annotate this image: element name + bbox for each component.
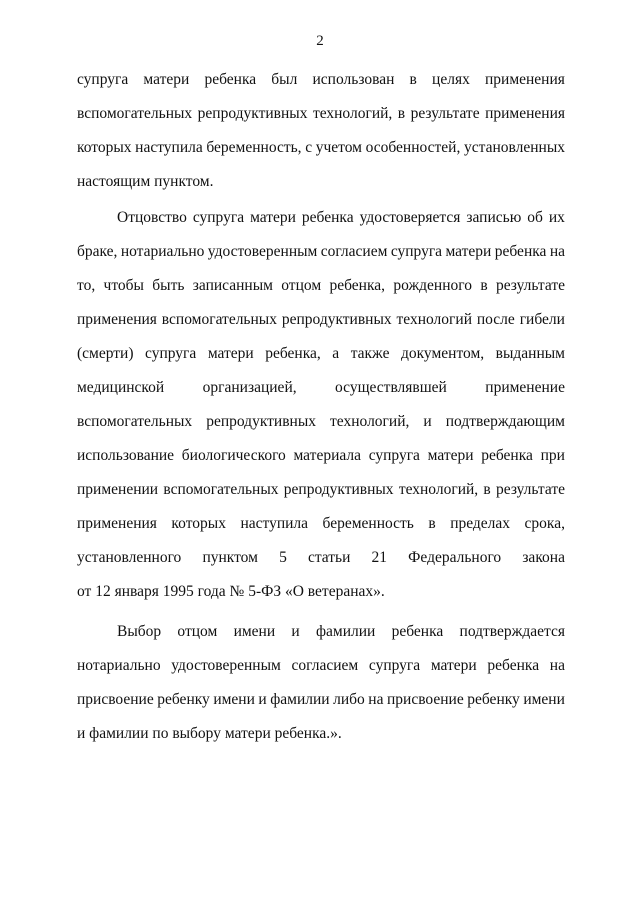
- page-number: 2: [316, 33, 324, 49]
- text-line: Отцовство супруга матери ребенка удостоверяется записью об их: [117, 209, 565, 226]
- text-line: Выбор отцом имени и фамилии ребенка подтверждается: [117, 623, 565, 640]
- text-line: применения вспомогательных репродуктивных технологий после гибели: [77, 311, 565, 328]
- text-line: (смерти) супруга матери ребенка, а также документом, выданным: [77, 345, 565, 362]
- text-line: настоящим пунктом.: [77, 173, 214, 190]
- text-line: медицинской организацией, осуществлявшей применение: [77, 379, 565, 396]
- text-line: присвоение ребенку имени и фамилии либо на присвоение ребенку имени: [77, 691, 565, 708]
- text-line: от 12 января 1995 года № 5-ФЗ «О ветеранах».: [77, 583, 385, 600]
- text-line: то, чтобы быть записанным отцом ребенка, рожденного в результате: [77, 277, 565, 294]
- text-line: и фамилии по выбору матери ребенка.».: [77, 725, 342, 742]
- text-line: установленного пунктом 5 статьи 21 Федерального закона: [77, 549, 565, 566]
- text-line: вспомогательных репродуктивных технологий, в результате применения: [77, 105, 565, 122]
- text-line: применении вспомогательных репродуктивных технологий, в результате: [77, 481, 565, 498]
- text-line: нотариально удостоверенным согласием супруга матери ребенка на: [77, 657, 565, 674]
- text-line: которых наступила беременность, с учетом особенностей, установленных: [77, 139, 565, 156]
- text-line: использование биологического материала супруга матери ребенка при: [77, 447, 565, 464]
- text-line: применения которых наступила беременность в пределах срока,: [77, 515, 565, 532]
- text-line: супруга матери ребенка был использован в целях применения: [77, 71, 565, 88]
- text-line: вспомогательных репродуктивных технологий, и подтверждающим: [77, 413, 565, 430]
- text-line: браке, нотариально удостоверенным согласием супруга матери ребенка на: [77, 243, 565, 260]
